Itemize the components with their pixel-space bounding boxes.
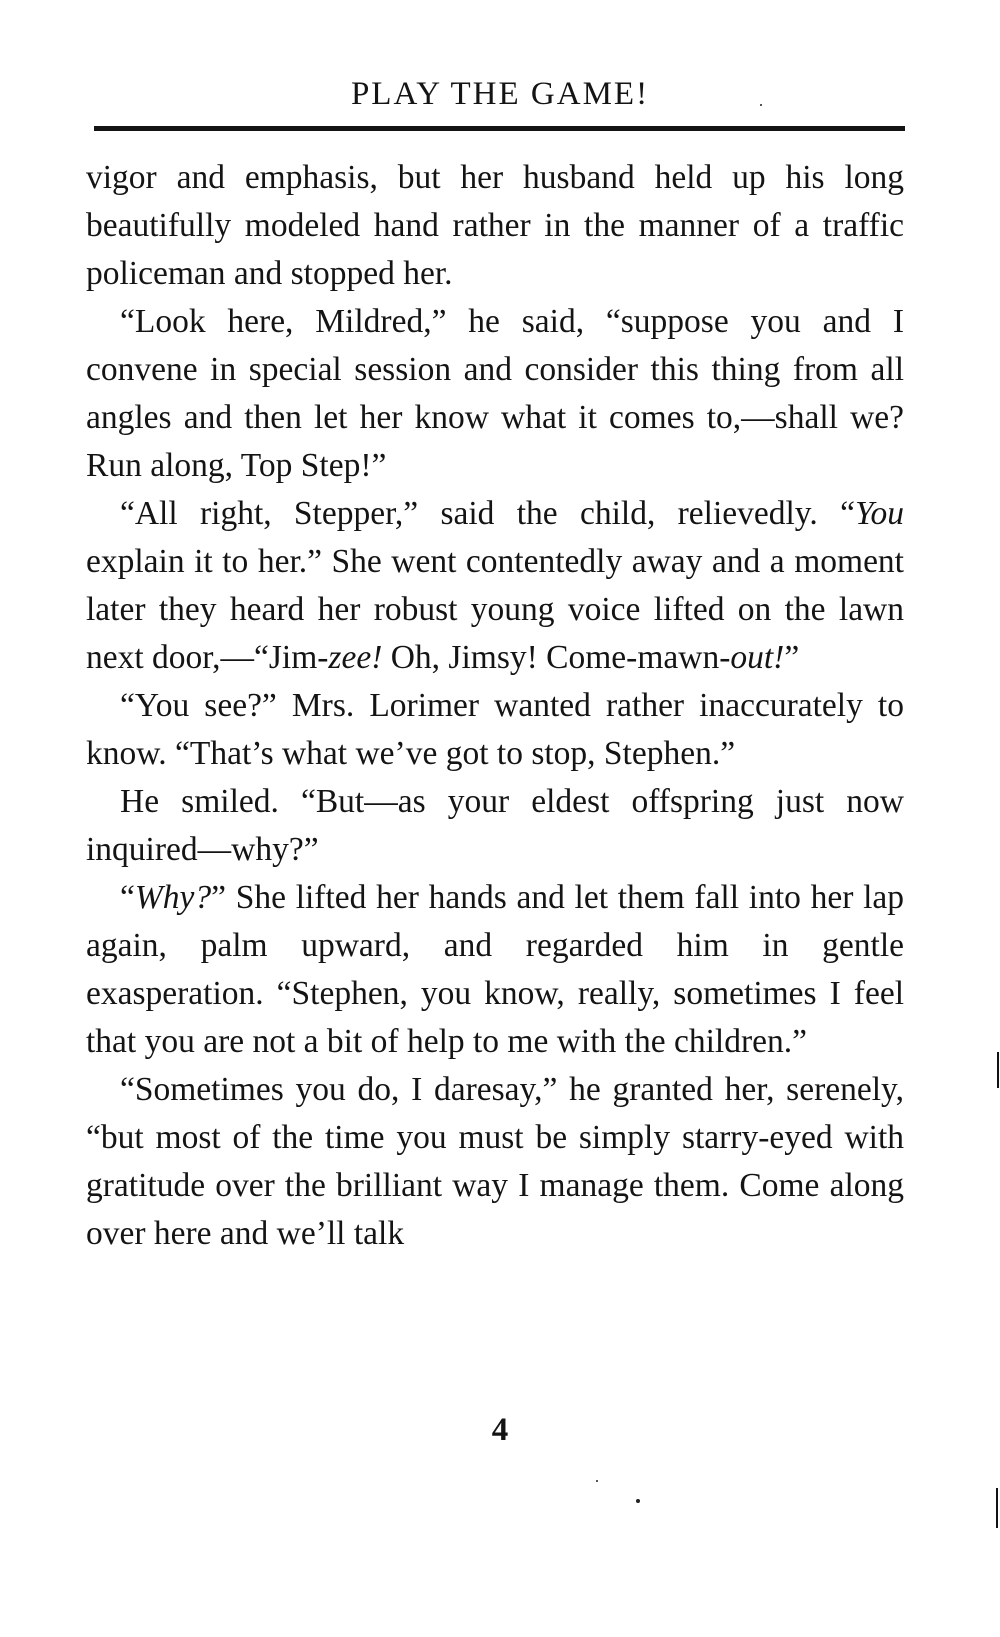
text-run: “Sometimes you do, I daresay,” he granted her, serenely, “but most of the time you must be simply starry-eyed with gratitude over the brilliant way I manage them. Come along over here and we’ll talk <box>86 1071 904 1252</box>
text-run: Oh, Jimsy! Come-mawn- <box>382 639 731 676</box>
text-run: ” She lifted her hands and let them fall into her lap again, palm upward, and regarded him in gentle exasperation. “Stephen, you know, really, sometimes I feel that you are not a bit of help to me with the children.” <box>86 879 904 1060</box>
italic-text: Why? <box>134 879 212 916</box>
header-rule <box>94 126 905 131</box>
paragraph <box>86 682 904 778</box>
italic-text: You <box>854 495 904 532</box>
scan-speck <box>636 1499 640 1503</box>
text-run: “All right, Stepper,” said the child, relievedly. “ <box>120 495 855 532</box>
text-run: ” <box>784 639 800 676</box>
italic-text: out! <box>730 639 785 676</box>
paragraph <box>86 778 904 874</box>
body-text <box>86 154 904 1258</box>
paragraph <box>86 298 904 490</box>
text-run: He smiled. “But—as your eldest offspring just now inquired—why?” <box>86 783 904 868</box>
text-run: “You see?” Mrs. Lorimer wanted rather inaccurately to know. “That’s what we’ve got to stop, Stephen.” <box>86 687 904 772</box>
paragraph <box>86 1066 904 1258</box>
text-run: “Look here, Mildred,” he said, “suppose you and I convene in special session and consider this thing from all angles and then let her know what it comes to,—shall we? Run along, Top Step!” <box>86 303 904 484</box>
paragraph <box>86 874 904 1066</box>
text-run: vigor and emphasis, but her husband held up his long beautifully modeled hand rather in the manner of a traffic policeman and stopped her. <box>86 159 904 292</box>
paragraph <box>86 154 904 298</box>
paragraph <box>86 490 904 682</box>
scan-edge-mark <box>996 1488 998 1528</box>
text-run: explain it to her.” She went contentedly away and a moment later they heard her robust young voice lifted on the lawn next door,—“Jim- <box>86 543 904 676</box>
running-title: PLAY THE GAME! <box>350 76 650 112</box>
text-run: “ <box>120 879 135 916</box>
italic-text: zee! <box>328 639 383 676</box>
scan-edge-mark <box>997 1052 999 1088</box>
page-number: 4 <box>491 1412 509 1448</box>
scan-speck <box>596 1480 598 1482</box>
scan-speck <box>760 104 762 106</box>
